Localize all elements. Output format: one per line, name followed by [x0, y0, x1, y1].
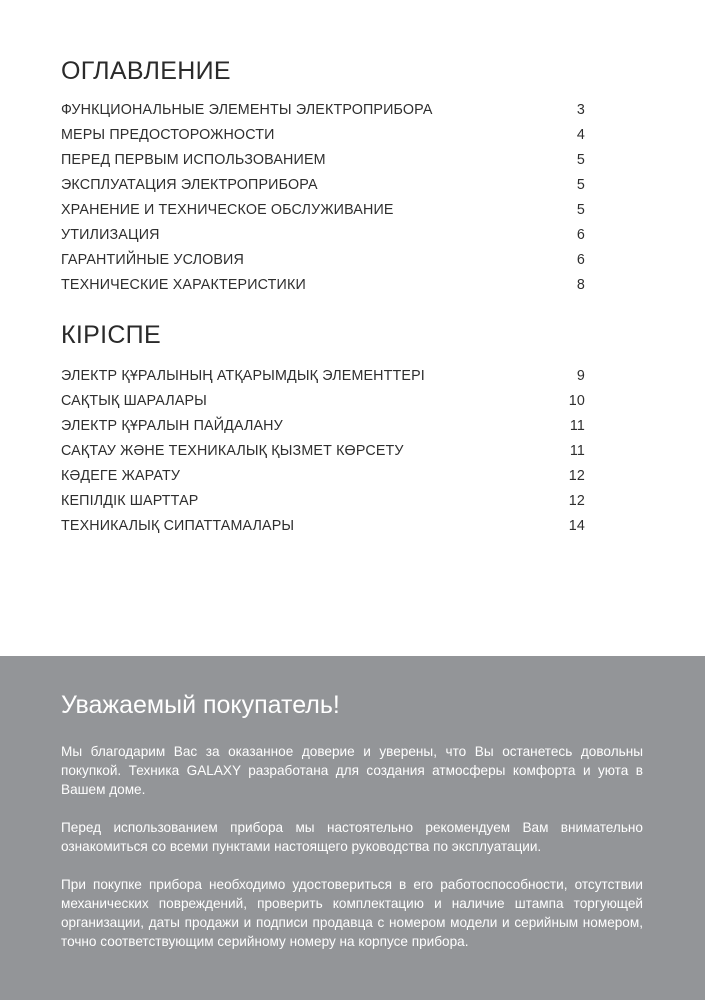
- toc-list-kz: [61, 364, 585, 539]
- toc-entry-page: 9: [576, 368, 585, 384]
- toc-entry-label: УТИЛИЗАЦИЯ: [61, 227, 160, 243]
- toc-entry-page: 6: [576, 227, 585, 243]
- toc-entry-page: 14: [568, 518, 585, 534]
- toc-entry-label: КЕПІЛДІК ШАРТТАР: [61, 493, 199, 509]
- toc-entry-page: 11: [569, 418, 585, 434]
- table-of-contents-ru: [61, 56, 585, 298]
- toc-entry-label: САҚТАУ ЖӘНЕ ТЕХНИКАЛЫҚ ҚЫЗМЕТ КӨРСЕТУ: [61, 443, 404, 459]
- toc-entry-label: ЭЛЕКТР ҚҰРАЛЫН ПАЙДАЛАНУ: [61, 418, 283, 434]
- toc-entry[interactable]: [61, 414, 585, 439]
- greeting-panel: [0, 656, 705, 1000]
- toc-entry-label: ЭКСПЛУАТАЦИЯ ЭЛЕКТРОПРИБОРА: [61, 177, 318, 193]
- toc-entry[interactable]: [61, 123, 585, 148]
- toc-entry[interactable]: [61, 148, 585, 173]
- toc-entry-label: ТЕХНИКАЛЫҚ СИПАТТАМАЛАРЫ: [61, 518, 295, 534]
- toc-title-kz: КІРІСПЕ: [61, 321, 161, 349]
- toc-entry-page: 11: [569, 443, 585, 459]
- toc-entry-label: ТЕХНИЧЕСКИЕ ХАРАКТЕРИСТИКИ: [61, 277, 306, 293]
- toc-title-ru: ОГЛАВЛЕНИЕ: [61, 57, 231, 85]
- toc-entry-page: 10: [568, 393, 585, 409]
- toc-entry-label: ХРАНЕНИЕ И ТЕХНИЧЕСКОЕ ОБСЛУЖИВАНИЕ: [61, 202, 394, 218]
- toc-entry-label: КӘДЕГЕ ЖАРАТУ: [61, 468, 181, 484]
- toc-entry-page: 12: [568, 493, 585, 509]
- table-of-contents-kz: [61, 320, 585, 539]
- toc-entry-label: ПЕРЕД ПЕРВЫМ ИСПОЛЬЗОВАНИЕМ: [61, 152, 326, 168]
- toc-entry[interactable]: [61, 273, 585, 298]
- toc-entry-label: САҚТЫҚ ШАРАЛАРЫ: [61, 393, 207, 409]
- toc-entry[interactable]: [61, 439, 585, 464]
- toc-entry-page: 6: [576, 252, 585, 268]
- toc-entry-label: ЭЛЕКТР ҚҰРАЛЫНЫҢ АТҚАРЫМДЫҚ ЭЛЕМЕНТТЕРІ: [61, 368, 425, 384]
- toc-entry-page: 5: [576, 177, 585, 193]
- greeting-paragraph: При покупке прибора необходимо удостовериться в его работоспособности, отсутствии механических повреждений, проверить комплектацию и наличие штампа торгующей организации, даты продажи и подписи продавца с номером модели и серийным номером, точно соответствующим серийному номеру на корпусе прибора.: [61, 877, 643, 949]
- toc-entry-page: 8: [576, 277, 585, 293]
- toc-entry[interactable]: [61, 173, 585, 198]
- toc-entry-page: 3: [576, 102, 585, 118]
- greeting-paragraph: Перед использованием прибора мы настоятельно рекомендуем Вам внимательно ознакомиться со всеми пунктами настоящего руководства по эксплуатации.: [61, 820, 643, 854]
- toc-entry[interactable]: [61, 464, 585, 489]
- toc-entry[interactable]: [61, 198, 585, 223]
- toc-entry-page: 5: [576, 152, 585, 168]
- toc-entry[interactable]: [61, 223, 585, 248]
- toc-entry-label: ГАРАНТИЙНЫЕ УСЛОВИЯ: [61, 252, 244, 268]
- toc-entry-label: МЕРЫ ПРЕДОСТОРОЖНОСТИ: [61, 127, 275, 143]
- toc-entry-page: 12: [568, 468, 585, 484]
- toc-entry-label: ФУНКЦИОНАЛЬНЫЕ ЭЛЕМЕНТЫ ЭЛЕКТРОПРИБОРА: [61, 102, 433, 118]
- toc-entry[interactable]: [61, 489, 585, 514]
- toc-entry[interactable]: [61, 514, 585, 539]
- toc-entry-page: 5: [576, 202, 585, 218]
- toc-entry[interactable]: [61, 364, 585, 389]
- toc-entry-page: 4: [576, 127, 585, 143]
- toc-entry[interactable]: [61, 389, 585, 414]
- toc-entry[interactable]: [61, 248, 585, 273]
- toc-entry[interactable]: [61, 98, 585, 123]
- greeting-title: Уважаемый покупатель!: [61, 691, 340, 719]
- toc-list-ru: [61, 98, 585, 298]
- greeting-paragraph: Мы благодарим Вас за оказанное доверие и уверены, что Вы останетесь довольны покупкой. Техника GALAXY разработана для создания атмосферы комфорта и уюта в Вашем доме.: [61, 744, 643, 797]
